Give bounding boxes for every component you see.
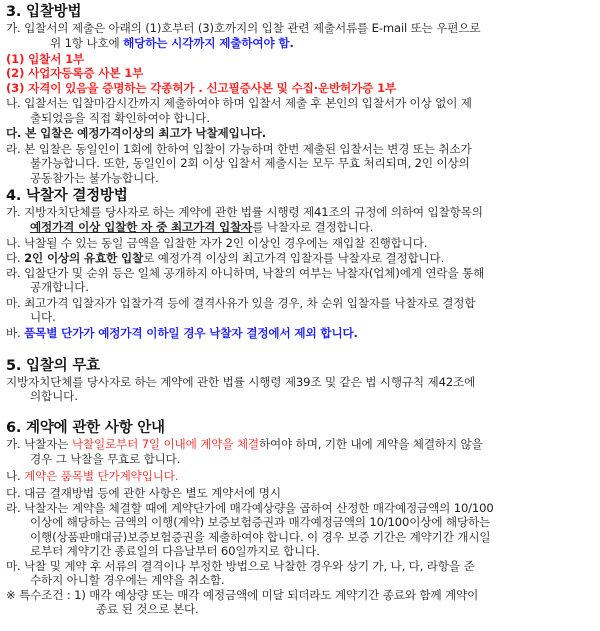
s4-na: 나. 낙찰될 수 있는 동일 금액을 입찰한 자가 2인 이상인 경우에는 재입찰 진행합니다. (6, 236, 428, 250)
s3-ga-line2 (6, 35, 596, 51)
s3-na-line2: 출되었음을 직접 확인하여야 합니다. (30, 111, 210, 125)
s3-item-2: (2) 사업자등록증 사본 1부 (6, 66, 144, 80)
section-4-heading: 4. 낙찰자 결정방법 (6, 188, 128, 204)
s4-da-valid-bids: 2인 이상의 유효한 입찰 (24, 251, 144, 265)
s4-ra-line1: 라. 입찰단가 및 순위 등은 일체 공개하지 아니하며, 낙찰의 여부는 낙찰자(업체)에게 연락을 통해 (6, 266, 485, 280)
s3-item-1: (1) 입찰서 1부 (6, 52, 85, 66)
s5-line1: 지방자치단체를 당사자로 하는 계약에 관한 법률 시행령 제39조 및 같은 법 시행규칙 제42조에 (6, 375, 476, 389)
s4-da (6, 250, 596, 266)
s4-da-prefix: 다. (6, 251, 25, 265)
s6-ma-line2: 수하지 아니할 경우에는 계약을 취소함. (30, 573, 225, 587)
s3-ga-line2-text: 위 1항 나호에 (50, 36, 124, 50)
s6-note-line2: 종료 된 것으로 본다. (96, 602, 199, 616)
section-3-heading: 3. 입찰방법 (6, 4, 82, 20)
s4-ra-line2: 공개합니다. (30, 280, 89, 294)
s3-item-3: (3) 자격이 있음을 증명하는 각종허가 . 신고필증사본 및 수집·운반허가증 1부 (6, 81, 397, 95)
section-6-heading: 6. 계약에 관한 사항 안내 (6, 420, 165, 436)
s4-ba-exclusion: 품목별 단가가 예정가격 이하일 경우 낙찰자 결정에서 제외 합니다. (24, 326, 358, 340)
s3-da: 다. 본 입찰은 예정가격이상의 최고가 낙찰제입니다. (6, 126, 266, 140)
s6-ma-line1: 마. 낙찰 및 계약 후 서류의 결격이나 부정한 방법으로 낙찰한 경우와 상기 가, 나, 다, 라항을 준 (6, 559, 475, 573)
s6-ra-line3: 이행(상품판매대금)보증보험증권을 제출하여야 합니다. 이 경우 보증 기간은 계약기간 개시일 (30, 530, 491, 544)
s4-ma-line2: 니다. (30, 310, 56, 324)
s6-na-prefix: 나. (6, 469, 25, 483)
s6-na-contract-type: 계약은 품목별 단가계약입니다. (24, 469, 179, 483)
s6-ra-line1: 라. 낙찰자는 계약을 체결할 때에 계약단가에 매각예상량을 곱하여 산정한 매각예정금액의 10/100 (6, 501, 494, 515)
s3-ra-line2: 불가능합니다. 또한, 동일인이 2회 이상 입찰서 제출시는 모두 무효 처리되며, 2인 이상의 (30, 156, 470, 170)
s3-ra-line3: 공동참가는 불가능합니다. (30, 171, 159, 185)
s6-ra-line2: 이상에 해당하는 금액의 이행(계약) 보증보험증권과 매각예정금액의 10/100이상에 해당하는 (30, 515, 491, 529)
s4-ga-line2-rest: 를 낙찰자로 결정합니다. (252, 220, 374, 234)
s4-ma-line1: 마. 최고가격 입찰자가 입찰가격 등에 결격사유가 있을 경우, 차 순위 입찰자를 낙찰자로 결정합 (6, 296, 476, 310)
s3-ra-line1: 라. 본 입찰은 동일인이 1회에 한하여 입찰이 가능하며 한번 제출된 입찰서는 변경 또는 취소가 (6, 142, 472, 156)
s4-ga-line2 (6, 219, 596, 235)
s6-ga-line2: 경우 그 낙찰을 무효로 합니다. (30, 452, 181, 466)
s5-line2: 의합니다. (30, 389, 78, 403)
s6-note-line1: ※ 특수조건 : 1) 매각 예상량 또는 매각 예정금액에 미달 되더라도 계약기간 종료와 함께 계약이 (6, 588, 479, 602)
s6-ga-prefix: 가. 낙찰자는 (6, 437, 72, 451)
s3-na-line1: 나. 입찰서는 입찰마감시간까지 제출하여야 하며 입찰서 제출 후 본인의 입찰서가 이상 없이 제 (6, 96, 472, 110)
s6-da: 다. 대금 결재방법 등에 관한 사항은 별도 계약서에 명시 (6, 486, 281, 500)
s6-na (6, 468, 596, 484)
section-5-heading: 5. 입찰의 무효 (6, 358, 100, 374)
s4-da-rest: 로 예정가격 이상의 최고가격 입찰자를 낙찰자로 결정합니다. (143, 251, 445, 265)
s6-ga-rest: 하여야 하며, 기한 내에 계약을 체결하지 않을 (258, 437, 483, 451)
s6-ga-deadline: 낙찰일로부터 7일 이내에 계약을 체결 (71, 437, 259, 451)
s3-ga-deadline: 해당하는 시각까지 제출하여야 함. (123, 36, 294, 50)
s4-ga-line1: 가. 지방자치단체를 당사자로 하는 계약에 관한 법률 시행령 제41조의 규정에 의하여 입찰항목의 (6, 205, 483, 219)
s4-ga-highest-bidder: 예정가격 이상 입찰한 자 중 최고가격 입찰자 (30, 220, 253, 234)
s4-ba-prefix: 바. (6, 326, 25, 340)
s6-ga-line1 (6, 436, 596, 452)
s4-ba (6, 325, 596, 341)
s6-ra-line4: 로부터 계약기간 종료일의 다음날부터 60일까지로 합니다. (30, 544, 320, 558)
s3-ga-line1: 가. 입찰서의 제출은 아래의 (1)호부터 (3)호까지의 입찰 관련 제출서류를 E-mail 또는 우편으로 (6, 21, 481, 35)
